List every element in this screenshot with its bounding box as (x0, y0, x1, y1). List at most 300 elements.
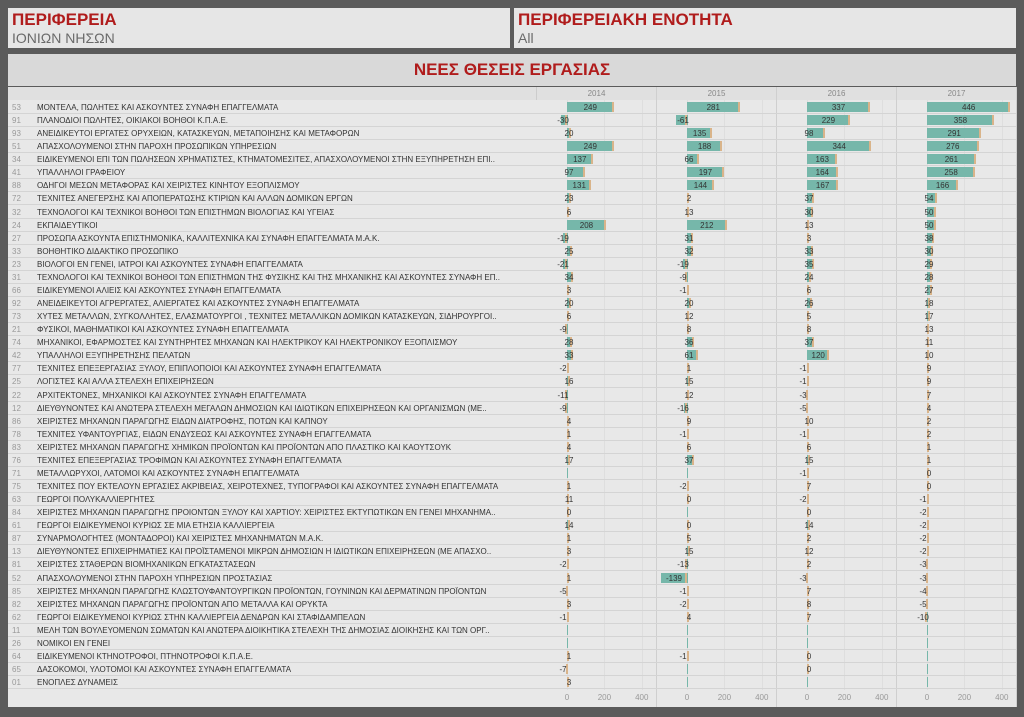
data-label: 7 (806, 482, 812, 492)
data-label: 50 (924, 207, 934, 217)
table-row[interactable] (8, 219, 1016, 232)
year-header-2014: 2014 (537, 87, 657, 100)
zero-line (567, 638, 568, 648)
x-tick-label: 200 (957, 693, 972, 702)
data-label: -5 (919, 599, 927, 609)
data-label: 2 (926, 429, 932, 439)
data-label: 3 (566, 678, 572, 688)
row-label: ΤΕΧΝΙΤΕΣ ΠΟΥ ΕΚΤΕΛΟΥΝ ΕΡΓΑΣΙΕΣ ΑΚΡΙΒΕΙΑΣ, ΧΕΙΡΟΤΕΧΝΕΣ, ΤΥΠΟΓΡΑΦΟΙ ΚΑΙ ΑΣΚΟΥΝΤΕΣ ΣΥΝΑΦΗ ΕΠΑΓΓΕΛΜΑΤΑ (37, 482, 499, 492)
row-label: ΒΟΗΘΗΤΙΚΟ ΔΙΔΑΚΤΙΚΟ ΠΡΟΣΩΠΙΚΟ (37, 246, 179, 256)
filter-region-title: ΠΕΡΙΦΕΡΕΙΑ (12, 10, 117, 29)
row-code: 87 (12, 534, 21, 544)
row-code: 31 (12, 272, 21, 282)
table-row[interactable] (8, 362, 1016, 375)
data-label: 13 (804, 220, 814, 230)
row-code: 71 (12, 468, 21, 478)
row-code: 63 (12, 495, 21, 505)
data-label: -2 (679, 599, 687, 609)
data-label: 229 (821, 116, 836, 126)
row-code: 62 (12, 612, 21, 622)
data-label: -4 (919, 586, 927, 596)
data-label: 6 (566, 207, 572, 217)
filter-region[interactable] (8, 8, 510, 48)
table-row[interactable] (8, 480, 1016, 493)
data-label: 6 (806, 285, 812, 295)
row-code: 52 (12, 573, 21, 583)
year-header-2017: 2017 (897, 87, 1017, 100)
row-label: ΧΕΙΡΙΣΤΕΣ ΜΗΧΑΝΩΝ ΠΑΡΑΓΩΓΗΣ ΠΡΟΪΟΝΤΩΝ ΑΠΟ ΜΕΤΑΛΛΑ ΚΑΙ ΟΡΥΚΤΑ (37, 599, 328, 609)
data-label: 1 (566, 534, 572, 544)
row-code: 12 (12, 403, 21, 413)
data-label: 7 (926, 390, 932, 400)
row-code: 81 (12, 560, 21, 570)
data-label: 7 (806, 612, 812, 622)
row-code: 73 (12, 312, 21, 322)
row-code: 93 (12, 129, 21, 139)
row-label: ΜΕΛΗ ΤΩΝ ΒΟΥΛΕΥΟΜΕΝΩΝ ΣΩΜΑΤΩΝ ΚΑΙ ΑΝΩΤΕΡΑ ΔΙΟΙΚΗΤΙΚΑ ΣΤΕΛΕΧΗ ΤΗΣ ΔΗΜΟΣΙΑΣ ΔΙΟΙΚΗΣΗΣ ΚΑΙ ΤΩΝ ΟΡΓ.. (37, 625, 490, 635)
data-label: 261 (944, 155, 959, 165)
data-label: -9 (679, 272, 687, 282)
data-label: 15 (684, 377, 694, 387)
data-label: 37 (804, 194, 814, 204)
table-row[interactable] (8, 114, 1016, 127)
data-label: 32 (684, 246, 694, 256)
table-row[interactable] (8, 545, 1016, 558)
data-label: 1 (686, 364, 692, 374)
table-row[interactable] (8, 415, 1016, 428)
table-row[interactable] (8, 375, 1016, 388)
data-label: 6 (686, 442, 692, 452)
data-label: 33 (564, 351, 574, 361)
row-label: ΤΕΧΝΙΤΕΣ ΥΦΑΝΤΟΥΡΓΙΑΣ, ΕΙΔΩΝ ΕΝΔΥΣΕΩΣ ΚΑΙ ΑΣΚΟΥΝΤΕΣ ΣΥΝΑΦΗ ΕΠΑΓΓΕΛΜΑΤΑ (37, 429, 372, 439)
table-row[interactable] (8, 258, 1016, 271)
row-label: ΕΝΟΠΛΕΣ ΔΥΝΑΜΕΙΣ (37, 678, 118, 688)
data-label: 23 (564, 194, 574, 204)
data-label: 35 (804, 259, 814, 269)
table-row[interactable] (8, 245, 1016, 258)
data-label: -3 (799, 390, 807, 400)
data-label: 0 (926, 468, 932, 478)
data-label: 3 (806, 233, 812, 243)
row-code: 22 (12, 390, 21, 400)
data-label: -3 (799, 573, 807, 583)
data-label: 12 (684, 312, 694, 322)
data-label: 50 (924, 220, 934, 230)
data-label: 54 (924, 194, 934, 204)
table-row[interactable] (8, 506, 1016, 519)
row-code: 66 (12, 285, 21, 295)
data-label: 1 (566, 651, 572, 661)
row-label: ΥΠΑΛΛΗΛΟΙ ΓΡΑΦΕΙΟΥ (37, 168, 126, 178)
data-label: 14 (564, 521, 574, 531)
data-label: -2 (799, 495, 807, 505)
row-code: 26 (12, 638, 21, 648)
data-label: 16 (564, 377, 574, 387)
table-row[interactable] (8, 663, 1016, 676)
row-label: ΠΡΟΣΩΠΑ ΑΣΚΟΥΝΤΑ ΕΠΙΣΤΗΜΟΝΙΚΑ, ΚΑΛΛΙΤΕΧΝΙΚΑ ΚΑΙ ΣΥΝΑΦΗ ΕΠΑΓΓΕΛΜΑΤΑ Μ.Α.Κ. (37, 233, 380, 243)
x-tick-label: 0 (564, 693, 570, 702)
table-row[interactable] (8, 572, 1016, 585)
data-label: 27 (924, 285, 934, 295)
x-tick-label: 400 (875, 693, 889, 702)
zero-line (927, 638, 928, 648)
data-label: 0 (926, 482, 932, 492)
table-row[interactable] (8, 323, 1016, 336)
row-code: 34 (12, 155, 21, 165)
data-label: 11 (924, 338, 934, 348)
row-code: 92 (12, 299, 21, 309)
table-row[interactable] (8, 637, 1016, 650)
data-label: 61 (684, 351, 694, 361)
table-row[interactable] (8, 140, 1016, 153)
zero-line (687, 625, 688, 635)
x-tick-label: 0 (804, 693, 810, 702)
data-label: 2 (806, 560, 812, 570)
data-label: 9 (686, 416, 692, 426)
zero-line (687, 664, 688, 674)
data-label: 26 (804, 299, 814, 309)
row-label: ΤΕΧΝΙΤΕΣ ΑΝΕΓΕΡΣΗΣ ΚΑΙ ΑΠΟΠΕΡΑΤΩΣΗΣ ΚΤΙΡΙΩΝ ΚΑΙ ΑΛΛΩΝ ΔΟΜΙΚΩΝ ΕΡΓΩΝ (37, 194, 353, 204)
table-row[interactable] (8, 192, 1016, 205)
table-row[interactable] (8, 336, 1016, 349)
row-code: 53 (12, 103, 21, 112)
data-label: 14 (804, 521, 814, 531)
row-label: ΧΕΙΡΙΣΤΕΣ ΜΗΧΑΝΩΝ ΠΑΡΑΓΩΓΗΣ ΕΙΔΩΝ ΔΙΑΤΡΟΦΗΣ, ΠΟΤΩΝ ΚΑΙ ΚΑΠΝΟΥ (37, 416, 328, 426)
table-row[interactable] (8, 598, 1016, 611)
row-label: ΕΙΔΙΚΕΥΜΕΝΟΙ ΕΠΙ ΤΩΝ ΠΩΛΗΣΕΩΝ ΧΡΗΜΑΤΙΣΤΕΣ, ΚΤΗΜΑΤΟΜΕΣΙΤΕΣ, ΑΠΑΣΧΟΛΟΥΜΕΝΟΙ ΣΤΗΝ ΕΞΥΠΗΡΕΤΗΣΗ ΕΠΙ.. (37, 155, 495, 165)
data-label: 36 (684, 338, 694, 348)
zero-line (927, 625, 928, 635)
data-label: -1 (799, 377, 807, 387)
data-label: 0 (566, 508, 572, 518)
data-label: 212 (700, 220, 714, 230)
row-code: 82 (12, 599, 21, 609)
row-code: 76 (12, 455, 21, 465)
row-code: 72 (12, 194, 21, 204)
row-code: 91 (12, 116, 21, 126)
data-label: 131 (572, 181, 586, 191)
row-label: ΝΟΜΙΚΟΙ ΕΝ ΓΕΝΕΙ (37, 638, 111, 648)
row-label: ΔΑΣΟΚΟΜΟΙ, ΥΛΟΤΟΜΟΙ ΚΑΙ ΑΣΚΟΥΝΤΕΣ ΣΥΝΑΦΗ ΕΠΑΓΓΕΛΜΑΤΑ (37, 665, 292, 674)
table-row[interactable] (8, 624, 1016, 637)
row-code: 51 (12, 142, 21, 152)
data-label: 30 (924, 246, 934, 256)
zero-line (567, 625, 568, 635)
table-row[interactable] (8, 676, 1016, 689)
data-label: 18 (924, 299, 934, 309)
data-label: 33 (804, 246, 814, 256)
row-code: 77 (12, 364, 21, 374)
filter-regional-unit-value[interactable]: All (518, 30, 534, 46)
data-label: 30 (804, 207, 814, 217)
table-row[interactable] (8, 271, 1016, 284)
data-label: 0 (686, 495, 692, 505)
data-label: -9 (559, 403, 567, 413)
row-code: 42 (12, 351, 21, 361)
data-label: 197 (698, 168, 713, 178)
row-code: 32 (12, 207, 21, 217)
data-label: -2 (919, 508, 927, 518)
row-code: 74 (12, 338, 21, 348)
data-label: 20 (564, 129, 574, 139)
x-tick-label: 200 (597, 693, 612, 702)
data-label: -13 (677, 560, 689, 570)
data-label: 1 (926, 455, 932, 465)
data-label: 97 (564, 168, 574, 178)
data-label: 20 (564, 299, 574, 309)
data-label: 358 (953, 116, 968, 126)
data-label: 188 (697, 142, 712, 152)
data-label: 137 (573, 155, 587, 165)
table-row[interactable] (8, 101, 1016, 114)
x-tick-label: 400 (995, 693, 1009, 702)
data-label: 34 (564, 272, 574, 282)
data-label: 164 (815, 168, 829, 178)
data-label: 5 (806, 312, 812, 322)
data-label: -1 (679, 651, 687, 661)
row-label: ΤΕΧΝΙΤΕΣ ΕΠΕΞΕΡΓΑΣΙΑΣ ΞΥΛΟΥ, ΕΠΙΠΛΟΠΟΙΟΙ ΚΑΙ ΑΣΚΟΥΝΤΕΣ ΣΥΝΑΦΗ ΕΠΑΓΓΕΛΜΑΤΑ (37, 364, 382, 374)
row-label: ΕΙΔΙΚΕΥΜΕΝΟΙ ΚΤΗΝΟΤΡΟΦΟΙ, ΠΤΗΝΟΤΡΟΦΟΙ Κ.Π.Α.Ε. (37, 651, 253, 661)
table-row[interactable] (8, 310, 1016, 323)
data-label: 98 (804, 129, 814, 139)
data-label: -139 (665, 573, 682, 583)
row-label: ΕΚΠΑΙΔΕΥΤΙΚΟΙ (37, 220, 98, 230)
table-row[interactable] (8, 349, 1016, 362)
x-tick-label: 0 (684, 693, 690, 702)
data-label: 7 (806, 586, 812, 596)
data-label: 2 (686, 194, 692, 204)
zero-line (807, 625, 808, 635)
table-row[interactable] (8, 179, 1016, 192)
row-label: ΣΥΝΑΡΜΟΛΟΓΗΤΕΣ (ΜΟΝΤΑΔΟΡΟΙ) ΚΑΙ ΧΕΙΡΙΣΤΕΣ ΜΗΧΑΝΗΜΑΤΩΝ Μ.Α.Κ. (37, 534, 324, 544)
row-label: ΓΕΩΡΓΟΙ ΕΙΔΙΚΕΥΜΕΝΟΙ ΚΥΡΙΩΣ ΣΕ ΜΙΑ ΕΤΗΣΙΑ ΚΑΛΛΙΕΡΓΕΙΑ (37, 521, 275, 531)
data-label: -3 (919, 573, 927, 583)
data-label: 37 (804, 338, 814, 348)
table-row[interactable] (8, 389, 1016, 402)
zero-line (687, 468, 688, 478)
data-label: -2 (919, 521, 927, 531)
table-row[interactable] (8, 441, 1016, 454)
data-label: 1 (566, 482, 572, 492)
table-row[interactable] (8, 127, 1016, 140)
data-label: 12 (684, 390, 694, 400)
data-label: 3 (566, 285, 572, 295)
data-label: 337 (831, 103, 846, 112)
table-row[interactable] (8, 558, 1016, 571)
row-code: 65 (12, 665, 21, 674)
year-header-2016: 2016 (777, 87, 897, 100)
data-label: 29 (924, 259, 934, 269)
zero-line (687, 638, 688, 648)
table-row[interactable] (8, 206, 1016, 219)
row-label: ΧΥΤΕΣ ΜΕΤΑΛΛΩΝ, ΣΥΓΚΟΛΛΗΤΕΣ, ΕΛΑΣΜΑΤΟΥΡΓΟΙ , ΤΕΧΝΙΤΕΣ ΜΕΤΑΛΛΙΚΩΝ ΔΟΜΙΚΩΝ ΚΑΤΑΣΚΕΥΩΝ, ΣΙΔΗΡΟΥΡΓΟΙ.. (37, 312, 497, 322)
data-label: -21 (557, 259, 569, 269)
data-label: -1 (919, 495, 927, 505)
data-label: -61 (677, 116, 689, 126)
chart-title: ΝΕΕΣ ΘΕΣΕΙΣ ΕΡΓΑΣΙΑΣ (8, 54, 1016, 86)
row-label: ΒΙΟΛΟΓΟΙ ΕΝ ΓΕΝΕΙ, ΙΑΤΡΟΙ ΚΑΙ ΑΣΚΟΥΝΤΕΣ ΣΥΝΑΦΗ ΕΠΑΓΓΕΛΜΑΤΑ (37, 259, 303, 269)
table-row[interactable] (8, 493, 1016, 506)
data-label: -5 (559, 586, 567, 596)
row-code: 85 (12, 586, 21, 596)
row-label: ΔΙΕΥΘΥΝΟΝΤΕΣ ΕΠΙΧΕΙΡΗΜΑΤΙΕΣ ΚΑΙ ΠΡΟΪΣΤΑΜΕΝΟΙ ΜΙΚΡΩΝ ΔΗΜΟΣΙΩΝ Η ΙΔΙΩΤΙΚΩΝ ΕΠΙΧΕΙΡΗΣΕΩΝ (ΜΕ ΑΠΑΣΧΟ.. (37, 547, 492, 557)
x-tick-label: 400 (635, 693, 649, 702)
x-tick-label: 200 (837, 693, 852, 702)
data-label: -1 (679, 586, 687, 596)
data-label: 66 (684, 155, 694, 165)
table-row[interactable] (8, 454, 1016, 467)
zero-line (807, 638, 808, 648)
data-label: -19 (557, 233, 569, 243)
data-label: 2 (926, 416, 932, 426)
data-label: 6 (566, 312, 572, 322)
data-label: -1 (679, 285, 687, 295)
table-row[interactable] (8, 166, 1016, 179)
filter-regional-unit[interactable] (514, 8, 1016, 48)
row-label: ΦΥΣΙΚΟΙ, ΜΑΘΗΜΑΤΙΚΟΙ ΚΑΙ ΑΣΚΟΥΝΤΕΣ ΣΥΝΑΦΗ ΕΠΑΓΓΕΛΜΑΤΑ (37, 325, 289, 335)
data-label: 163 (815, 155, 829, 165)
data-label: -9 (559, 325, 567, 335)
zero-line (687, 507, 688, 517)
data-label: 0 (806, 508, 812, 518)
data-label: 1 (566, 573, 572, 583)
row-code: 75 (12, 482, 21, 492)
row-code: 86 (12, 416, 21, 426)
table-row[interactable] (8, 585, 1016, 598)
row-label: ΑΝΕΙΔΕΙΚΕΥΤΟΙ ΑΓΡΕΡΓΑΤΕΣ, ΑΛΙΕΡΓΑΤΕΣ ΚΑΙ ΑΣΚΟΥΝΤΕΣ ΣΥΝΑΦΗ ΕΠΑΓΓΕΛΜΑΤΑ (37, 299, 360, 309)
data-label: -3 (919, 560, 927, 570)
data-label: 0 (806, 651, 812, 661)
row-code: 41 (12, 168, 21, 178)
zero-line (927, 651, 928, 661)
bar-table (8, 87, 1016, 707)
data-label: 20 (684, 299, 694, 309)
row-code: 64 (12, 651, 21, 661)
data-label: -2 (679, 482, 687, 492)
table-row[interactable] (8, 467, 1016, 480)
data-label: 37 (684, 455, 694, 465)
table-row[interactable] (8, 153, 1016, 166)
row-label: ΑΠΑΣΧΟΛΟΥΜΕΝΟΙ ΣΤΗΝ ΠΑΡΟΧΗ ΠΡΟΣΩΠΙΚΩΝ ΥΠΗΡΕΣΙΩΝ (37, 142, 277, 152)
filter-region-value[interactable]: ΙΟΝΙΩΝ ΝΗΣΩΝ (12, 30, 115, 46)
data-label: -2 (559, 560, 567, 570)
data-label: -19 (677, 259, 689, 269)
data-label: 15 (684, 547, 694, 557)
data-label: -2 (559, 364, 567, 374)
zero-line (687, 677, 688, 687)
data-label: -1 (799, 468, 807, 478)
data-label: 4 (686, 612, 692, 622)
row-label: ΑΝΕΙΔΙΚΕΥΤΟΙ ΕΡΓΑΤΕΣ ΟΡΥΧΕΙΩΝ, ΚΑΤΑΣΚΕΥΩΝ, ΜΕΤΑΠΟΙΗΣΗΣ ΚΑΙ ΜΕΤΑΦΟΡΩΝ (37, 129, 360, 139)
table-row[interactable] (8, 428, 1016, 441)
zero-line (807, 677, 808, 687)
row-label: ΧΕΙΡΙΣΤΕΣ ΜΗΧΑΝΩΝ ΠΑΡΑΓΩΓΗΣ ΧΗΜΙΚΩΝ ΠΡΟΪΟΝΤΩΝ ΚΑΙ ΠΡΟΪΟΝΤΩΝ ΑΠΟ ΠΛΑΣΤΙΚΟ ΚΑΙ ΚΑΟΥΤΣΟΥΚ (37, 442, 452, 452)
row-code: 83 (12, 442, 21, 452)
table-row[interactable] (8, 284, 1016, 297)
data-label: 6 (806, 442, 812, 452)
row-label: ΧΕΙΡΙΣΤΕΣ ΣΤΑΘΕΡΩΝ ΒΙΟΜΗΧΑΝΙΚΩΝ ΕΓΚΑΤΑΣΤΑΣΕΩΝ (37, 560, 256, 570)
row-code: 23 (12, 259, 21, 269)
label-header (8, 87, 537, 100)
data-label: 28 (564, 338, 574, 348)
row-label: ΤΕΧΝΟΛΟΓΟΙ ΚΑΙ ΤΕΧΝΙΚΟΙ ΒΟΗΘΟΙ ΤΩΝ ΕΠΙΣΤΗΜΩΝ ΒΙΟΛΟΓΙΑΣ ΚΑΙ ΥΓΕΙΑΣ (37, 207, 335, 217)
data-label: 2 (806, 534, 812, 544)
row-label: ΜΕΤΑΛΛΩΡΥΧΟΙ, ΛΑΤΟΜΟΙ ΚΑΙ ΑΣΚΟΥΝΤΕΣ ΣΥΝΑΦΗ ΕΠΑΓΓΕΛΜΑΤΑ (37, 468, 300, 478)
data-label: 31 (684, 233, 694, 243)
x-tick-label: 200 (717, 693, 732, 702)
row-label: ΕΙΔΙΚΕΥΜΕΝΟΙ ΑΛΙΕΙΣ ΚΑΙ ΑΣΚΟΥΝΤΕΣ ΣΥΝΑΦΗ ΕΠΑΓΓΕΛΜΑΤΑ (37, 285, 281, 295)
table-row[interactable] (8, 519, 1016, 532)
table-row[interactable] (8, 297, 1016, 310)
row-code: 33 (12, 246, 21, 256)
data-label: 276 (946, 142, 960, 152)
table-row[interactable] (8, 650, 1016, 663)
zero-line (927, 664, 928, 674)
data-label: 3 (566, 547, 572, 557)
data-label: 24 (804, 272, 814, 282)
row-label: ΠΛΑΝΟΔΙΟΙ ΠΩΛΗΤΕΣ, ΟΙΚΙΑΚΟΙ ΒΟΗΘΟΙ Κ.Π.Α.Ε. (37, 116, 229, 126)
row-code: 13 (12, 547, 21, 557)
data-label: 38 (924, 233, 934, 243)
row-code: 11 (12, 625, 21, 635)
row-label: ΓΕΩΡΓΟΙ ΕΙΔΙΚΕΥΜΕΝΟΙ ΚΥΡΙΩΣ ΣΤΗΝ ΚΑΛΛΙΕΡΓΕΙΑ ΔΕΝΔΡΩΝ ΚΑΙ ΣΤΑΦΙΔΑΜΠΕΛΩΝ (37, 612, 366, 622)
data-label: 249 (583, 103, 597, 112)
zero-line (567, 468, 568, 478)
data-label: -11 (557, 390, 569, 400)
row-label: ΓΕΩΡΓΟΙ ΠΟΛΥΚΑΛΛΙΕΡΓΗΤΕΣ (37, 495, 155, 505)
row-code: 01 (12, 678, 21, 688)
data-label: 13 (924, 325, 934, 335)
row-label: ΤΕΧΝΟΛΟΓΟΙ ΚΑΙ ΤΕΧΝΙΚΟΙ ΒΟΗΘΟΙ ΤΩΝ ΕΠΙΣΤΗΜΩΝ ΤΗΣ ΦΥΣΙΚΗΣ ΚΑΙ ΤΗΣ ΜΗΧΑΝΙΚΗΣ ΚΑΙ ΑΣΚΟΥΝΤΕΣ ΣΥΝΑΦΗ ΕΠ.. (37, 272, 500, 282)
row-label: ΥΠΑΛΛΗΛΟΙ ΕΞΥΠΗΡΕΤΗΣΗΣ ΠΕΛΑΤΩΝ (37, 351, 191, 361)
data-label: 4 (566, 416, 572, 426)
data-label: 1 (566, 429, 572, 439)
row-label: ΔΙΕΥΘΥΝΟΝΤΕΣ ΚΑΙ ΑΝΩΤΕΡΑ ΣΤΕΛΕΧΗ ΜΕΓΑΛΩΝ ΔΗΜΟΣΙΩΝ ΚΑΙ ΙΔΙΩΤΙΚΩΝ ΕΠΙΧΕΙΡΗΣΕΩΝ ΚΑΙ ΟΡΓΑΝΙΣΜΩΝ (ΜΕ.. (37, 403, 487, 413)
data-label: -1 (799, 364, 807, 374)
data-label: 9 (926, 377, 932, 387)
data-label: 28 (924, 272, 934, 282)
data-label: 5 (686, 534, 692, 544)
row-code: 27 (12, 233, 21, 243)
table-row[interactable] (8, 532, 1016, 545)
data-label: -10 (917, 612, 929, 622)
data-label: 1 (926, 442, 932, 452)
table-row[interactable] (8, 611, 1016, 624)
data-label: -5 (799, 403, 807, 413)
row-code: 21 (12, 325, 21, 335)
data-label: 8 (806, 325, 812, 335)
data-label: 4 (566, 442, 572, 452)
row-label: ΑΠΑΣΧΟΛΟΥΜΕΝΟΙ ΣΤΗΝ ΠΑΡΟΧΗ ΥΠΗΡΕΣΙΩΝ ΠΡΟΣΤΑΣΙΑΣ (37, 573, 273, 583)
data-label: 9 (926, 364, 932, 374)
table-row[interactable] (8, 402, 1016, 415)
data-label: 249 (583, 142, 597, 152)
data-label: 291 (947, 129, 961, 139)
data-label: 8 (686, 325, 692, 335)
table-row[interactable] (8, 232, 1016, 245)
row-label: ΛΟΓΙΣΤΕΣ ΚΑΙ ΑΛΛΑ ΣΤΕΛΕΧΗ ΕΠΙΧΕΙΡΗΣΕΩΝ (37, 377, 214, 387)
data-label: -2 (919, 547, 927, 557)
data-label: 17 (924, 312, 934, 322)
data-label: -2 (919, 534, 927, 544)
data-label: -16 (677, 403, 689, 413)
row-code: 25 (12, 377, 21, 387)
row-code: 24 (12, 220, 21, 230)
data-label: 10 (924, 351, 934, 361)
data-label: 8 (806, 599, 812, 609)
data-label: -7 (559, 665, 567, 674)
row-code: 84 (12, 508, 21, 518)
